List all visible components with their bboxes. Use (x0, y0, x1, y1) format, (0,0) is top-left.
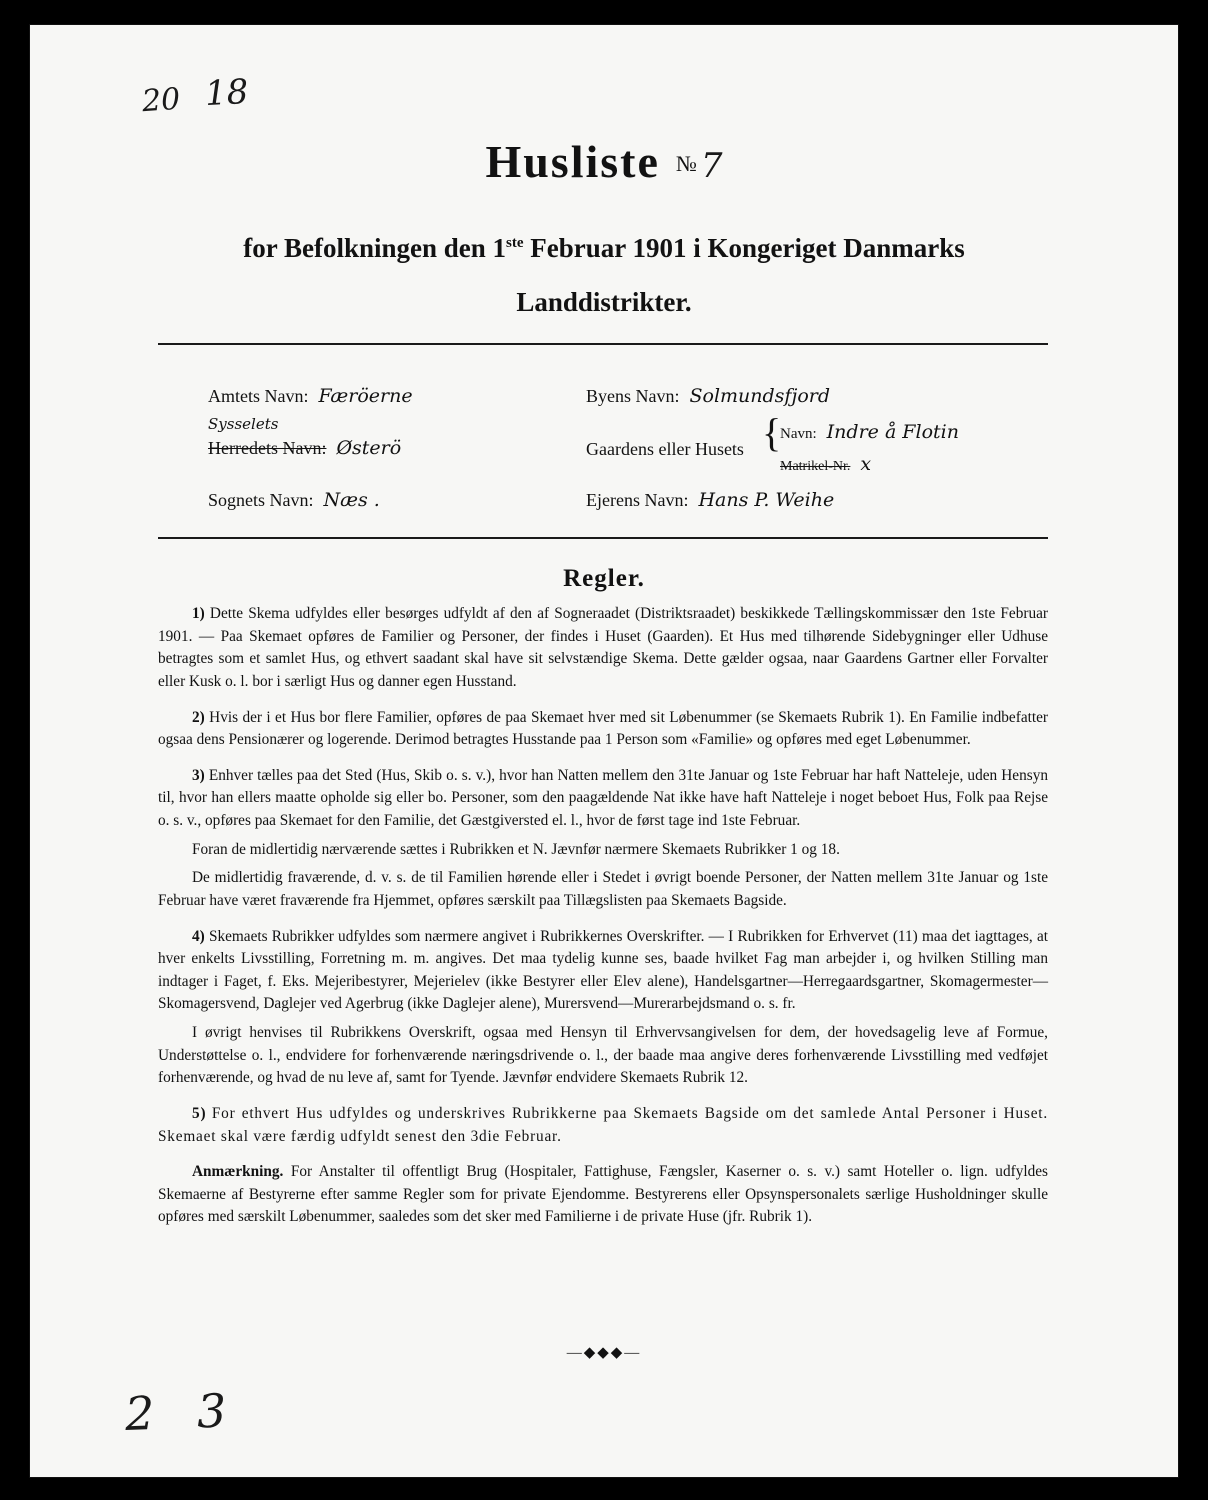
subtitle-line-1 (30, 233, 1178, 264)
rule-item (158, 1103, 1048, 1148)
field-gaard-navn-value: Indre å Flotin (826, 421, 959, 443)
field-herred-correction: Sysselets (208, 415, 279, 433)
field-by-value: Solmundsfjord (689, 385, 831, 407)
rule-text: I øvrigt henvises til Rubrikkens Overskrift, ogsaa med Hensyn til Erhvervsangivelsen for dem, der hovedsagelig leve af Formue, Understøttelse o. l., endvidere for forhenværende næringsdrivende o. l., der baade maa angive deres forhenværende Livsstilling med vedføjet forhenværende, og hvad de nu leve af, samt for Tyende. Jævnfør endvidere Skemaets Rubrik 12. (158, 1024, 1048, 1087)
rule-number: 1) (192, 605, 205, 622)
field-herred-value: Østerö (336, 437, 402, 459)
rule-number: 5) (192, 1104, 207, 1122)
rule-text: Skemaets Rubrikker udfyldes som nærmere angivet i Rubrikkernes Overskrifter. — I Rubrikken for Erhvervet (11) maa det iagttages, at hver enkelts Livsstilling, Forretning m. m. angives. Det maa tydelig kunne ses, baade hvilket Fag man arbejder i, og hvilken Stilling man indtager i Faget, f. Eks. Mejeribestyrer, Mejerielev (ikke Bestyrer eller Elev alene), Handelsgartner—Herregaardsgartner, Skomagermester—Skomagersvend, Daglejer ved Agerbrug (ikke Daglejer alene), Murersvend—Murerarbejdsmand o. s. fr. (158, 927, 1048, 1013)
brace-icon: { (762, 410, 782, 455)
field-ejer-label: Ejerens Navn: (586, 490, 689, 510)
field-gaard-label-wrap (586, 439, 744, 460)
rule-number: 2) (192, 708, 205, 726)
rule-number: 4) (192, 927, 205, 945)
rule-item (158, 1161, 1048, 1229)
field-herred (208, 437, 401, 459)
field-by-label: Byens Navn: (586, 386, 680, 406)
field-ejer (586, 489, 834, 511)
field-ejer-value: Hans P. Weihe (698, 489, 835, 511)
title-text: Husliste (485, 136, 660, 187)
title-number-value: 7 (700, 146, 723, 186)
field-herred-label: Herredets Navn: (208, 438, 327, 458)
field-matrikel (780, 453, 871, 475)
rules-heading: Regler. (563, 565, 645, 592)
field-gaard-navn-label: Navn: (780, 426, 817, 442)
rule-text: Foran de midlertidig nærværende sættes i Rubrikken et N. Jævnfør nærmere Skemaets Rubrikker 1 og 18. (192, 840, 840, 858)
rule-number: 3) (192, 766, 205, 784)
archive-mark-top-left-b: 18 (203, 71, 250, 115)
rule-item (158, 603, 1048, 694)
rules-body (158, 603, 1048, 1242)
page-title (30, 135, 1178, 188)
husliste-form (30, 25, 1178, 1477)
title-number-label: № (675, 151, 697, 176)
field-sogn (208, 489, 380, 511)
field-matrikel-value: x (860, 453, 872, 475)
field-sogn-value: Næs . (323, 489, 380, 511)
rule-text: For Anstalter til offentligt Brug (Hospitaler, Fattighuse, Fængsler, Kaserner o. s. v.) samt Hoteller o. lign. udfyldes Skemaerne af Bestyrerne efter samme Regler som for private Ejendomme. Bestyrerens eller Opsynspersonalets særlige Husholdninger skulle opføres med særskilt Løbenummer, saaledes som det sker med Familierne i de private Huse (jfr. Rubrik 1). (158, 1163, 1048, 1226)
rule-item (158, 926, 1048, 1017)
rule-text: For ethvert Hus udfyldes og underskrives Rubrikkerne paa Skemaets Bagside om det samlede Antal Personer i Huset. Skemaet skal være færdig udfyldt senest den 3die Februar. (158, 1104, 1048, 1145)
divider-top (158, 343, 1048, 345)
archive-mark-top-left-a: 20 (140, 81, 182, 120)
rule-item (158, 707, 1048, 752)
rule-item (158, 839, 1048, 862)
field-amt (208, 385, 413, 407)
field-matrikel-label: Matrikel-Nr. (780, 459, 851, 474)
archive-mark-bottom-left: 2 3 (124, 1383, 242, 1441)
rule-item (158, 867, 1048, 912)
subtitle-line-1a: for Befolkningen den 1 (243, 233, 507, 263)
rule-text: Hvis der i et Hus bor flere Familier, opføres de paa Skemaet hver med sit Løbenummer (se Skemaets Rubrik 1). En Familie indbefatter ogsaa dens Pensionærer og logerende. Derimod betragtes Husstande paa 1 Person som «Familie» og opføres med eget Løbenummer. (158, 708, 1048, 749)
field-gaard-label: Gaardens eller Husets (586, 439, 744, 459)
field-amt-value: Færöerne (318, 385, 413, 407)
subtitle-line-1b: Februar 1901 i Kongeriget Danmarks (523, 233, 965, 263)
divider-bottom (158, 537, 1048, 539)
subtitle-line-2: Landdistrikter. (516, 287, 692, 317)
field-gaard-navn (780, 421, 959, 443)
rule-item (158, 1022, 1048, 1090)
rule-item (158, 765, 1048, 833)
rule-text: Enhver tælles paa det Sted (Hus, Skib o. s. v.), hvor han Natten mellem den 31te Januar og 1ste Februar har haft Natteleje, uden Hensyn til, hvor han ellers maatte opholde sig eller bo. Personer, som den paagældende Nat ikke have haft Natteleje i noget beboet Hus, Folk paa Rejse o. s. v., opføres paa Skemaet for den Familie, det Gæstgiversted el. l., hvor de først tage ind 1ste Februar. (158, 766, 1048, 829)
rule-number: Anmærkning. (192, 1163, 284, 1181)
rule-text: De midlertidig fraværende, d. v. s. de til Familien hørende eller i Stedet i øvrigt boende Personer, der Natten mellem 31te Januar og 1ste Februar have været fraværende fra Hjemmet, opføres særskilt paa Tillægslisten paa Skemaets Bagside. (158, 869, 1048, 909)
rule-text: Dette Skema udfyldes eller besørges udfyldt af den af Sogneraadet (Distriktsraadet) beskikkede Tællingskommissær den 1ste Februar 1901. — Paa Skemaet opføres de Familier og Personer, der findes i Huset (Gaarden). Et Hus med tilhørende Sidebygninger eller Udhuse betragtes som et samlet Hus, og ethvert saadant skal have sit selvstændige Skema. Dette gælder ogsaa, naar Gaardens Gartner eller Forvalter eller Kusk o. l. bor i særligt Hus og danner egen Husstand. (158, 605, 1049, 690)
subtitle-line-1-sup: ste (506, 235, 524, 251)
ornament-divider: —◆◆◆— (566, 1345, 642, 1361)
field-by (586, 385, 830, 407)
field-sogn-label: Sognets Navn: (208, 490, 314, 510)
field-amt-label: Amtets Navn: (208, 386, 309, 406)
scanned-page (30, 25, 1178, 1477)
